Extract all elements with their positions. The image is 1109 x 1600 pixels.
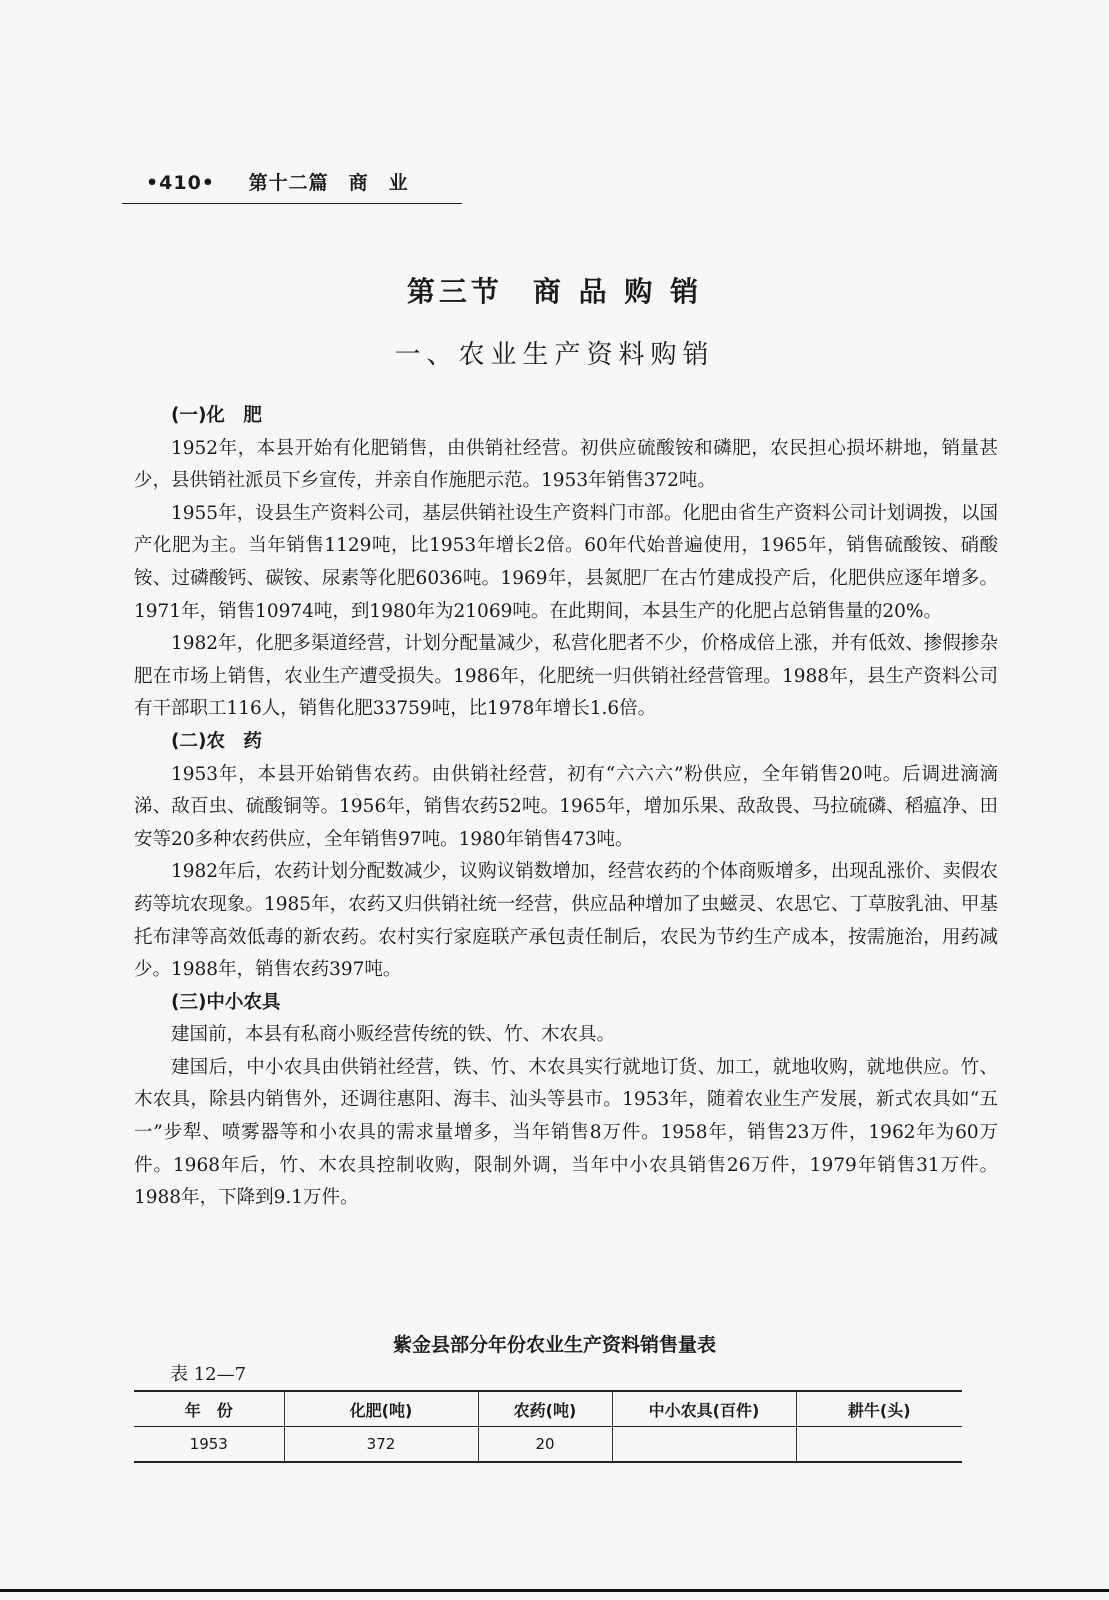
paragraph: 建国后，中小农具由供销社经营，铁、竹、木农具实行就地订货、加工，就地收购，就地供应。竹、木农具，除县内销售外，还调往惠阳、海丰、汕头等县市。1953年，随着农业生产发展，新式农具如“五一”步犁、喷雾器等和小农具的需求量增多，当年销售8万件。1958年，销售23万件，1962年为60万件。1968年后，竹、木农具控制收购，限制外调，当年中小农具销售26万件，1979年销售31万件。1988年，下降到9.1万件。 xyxy=(134,1056,998,1209)
paragraph: 1952年，本县开始有化肥销售，由供销社经营。初供应硫酸铵和磷肥，农民担心损坏耕地，销量甚少，县供销社派员下乡宣传，并亲自作施肥示范。1953年销售372吨。 xyxy=(134,437,998,492)
column-header-pesticide: 农药(吨) xyxy=(478,1391,612,1427)
part-heading-fertilizer: (一)化 肥 xyxy=(171,405,262,426)
column-header-farm-tools: 中小农具(百件) xyxy=(612,1391,796,1427)
table-cell xyxy=(612,1427,796,1463)
paragraph: 1953年，本县开始销售农药。由供销社经营，初有“六六六”粉供应，全年销售20吨。后调进滴滴涕、敌百虫、硫酸铜等。1956年，销售农药52吨。1965年，增加乐果、敌敌畏、马拉硫磷、稻瘟净、田安等20多种农药供应，全年销售97吨。1980年销售473吨。 xyxy=(134,763,998,850)
running-header xyxy=(146,168,409,195)
table-title: 紫金县部分年份农业生产资料销售量表 xyxy=(392,1334,716,1356)
table-header-row xyxy=(134,1391,962,1427)
table-cell: 20 xyxy=(478,1427,612,1463)
table-cell: 1953 xyxy=(189,1435,228,1453)
section-title xyxy=(0,270,1109,310)
page-number: •410• xyxy=(146,172,215,194)
paragraph: 1982年，化肥多渠道经营，计划分配量减少，私营化肥者不少，价格成倍上涨，并有低效、掺假掺杂肥在市场上销售，农业生产遭受损失。1986年，化肥统一归供销社经营管理。1988年，县生产资料公司有干部职工116人，销售化肥33759吨，比1978年增长1.6倍。 xyxy=(134,633,998,720)
column-header-year: 年 份 xyxy=(184,1400,233,1420)
column-header-cattle: 耕牛(头) xyxy=(796,1391,962,1427)
paragraph: 建国前，本县有私商小贩经营传统的铁、竹、木农具。 xyxy=(171,1024,616,1046)
paragraph: 1982年后，农药计划分配数减少，议购议销数增加，经营农药的个体商贩增多，出现乱涨价、卖假农药等坑农现象。1985年，农药又归供销社统一经营，供应品种增加了虫螆灵、农思它、丁草胺乳油、甲基托布津等高效低毒的新农药。农村实行家庭联产承包责任制后，农民为节约生产成本，按需施治，用药减少。1988年，销售农药397吨。 xyxy=(134,861,998,981)
section-name: 商 品 购 销 xyxy=(532,275,703,308)
table-cell: 372 xyxy=(284,1427,478,1463)
column-header-fertilizer: 化肥(吨) xyxy=(284,1391,478,1427)
section-number: 第三节 xyxy=(406,275,503,308)
part-heading-pesticide: (二)农 药 xyxy=(171,730,262,752)
body-text xyxy=(134,400,998,1215)
table-cell xyxy=(796,1427,962,1463)
paragraph: 1955年，设县生产资料公司，基层供销社设生产资料门市部。化肥由省生产资料公司计划调拨，以国产化肥为主。当年销售1129吨，比1953年增长2倍。60年代始普遍使用，1965年，销售硫酸铵、硝酸铵、过磷酸钙、碳铵、尿素等化肥6036吨。1969年，县氮肥厂在古竹建成投产后，化肥供应逐年增多。1971年，销售10974吨，到1980年为21069吨。在此期间，本县生产的化肥占总销售量的20%。 xyxy=(134,502,998,622)
table-label: 表 12—7 xyxy=(170,1364,247,1385)
sales-table xyxy=(134,1390,962,1463)
scan-edge-line xyxy=(0,1589,1109,1592)
chapter-title: 第十二篇 商 业 xyxy=(248,172,409,194)
subsection-title: 一、农业生产资料购销 xyxy=(394,340,715,370)
table-row xyxy=(134,1427,962,1463)
part-heading-farm-tools: (三)中小农具 xyxy=(171,991,281,1013)
header-rule xyxy=(122,203,462,204)
